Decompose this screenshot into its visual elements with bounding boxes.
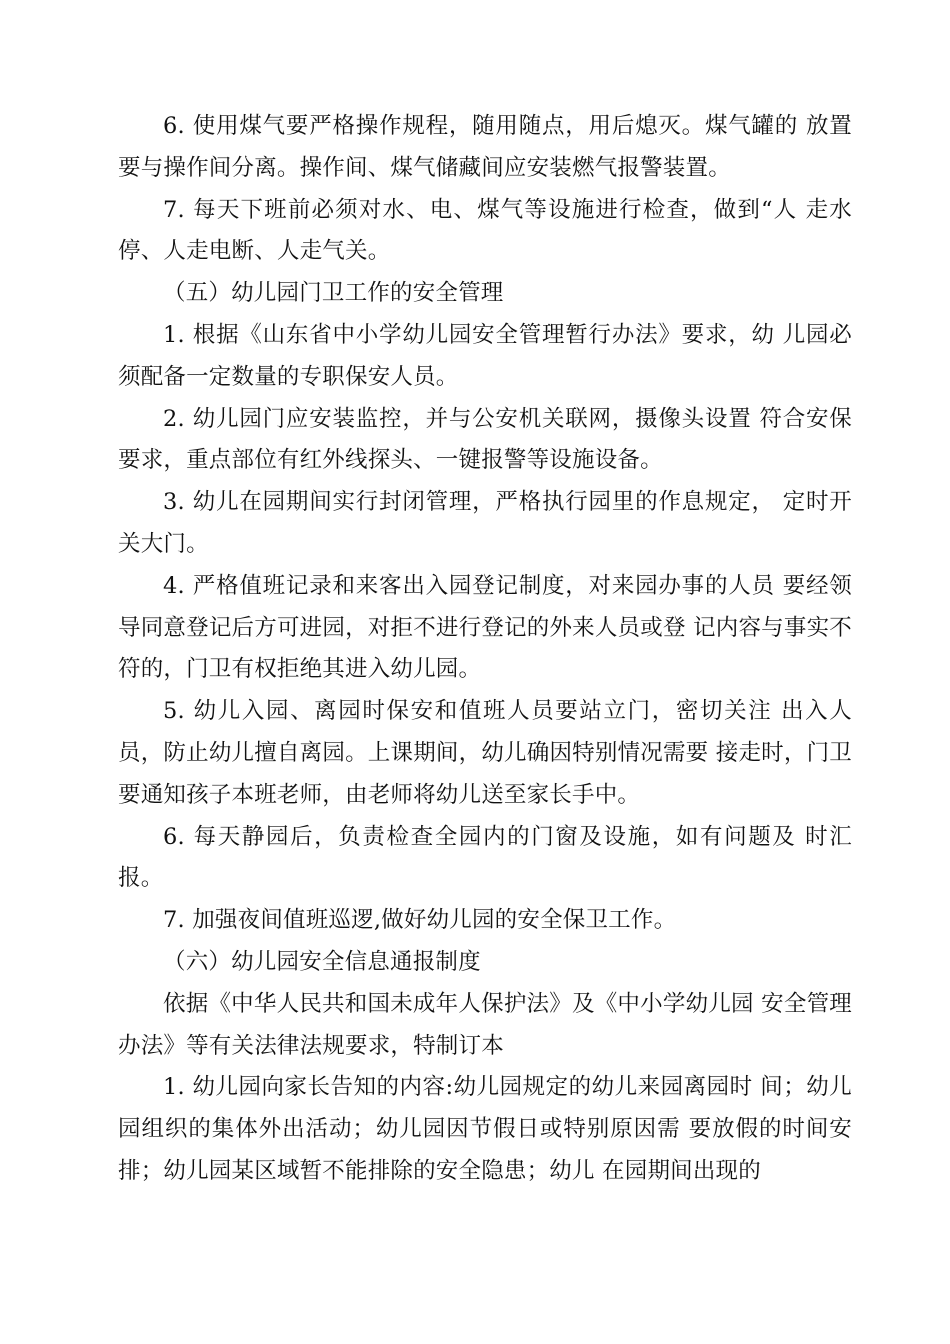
paragraph-night-patrol: 7. 加强夜间值班巡逻,做好幼儿园的安全保卫工作。 bbox=[163, 907, 677, 934]
paragraph-gas-usage: 6. 使用煤气要严格操作规程，随用随点，用后熄灭。煤气罐的 放置要与操作间分离。操作间、煤气储藏间应安装燃气报警装置。 bbox=[118, 113, 852, 181]
paragraph-security-staff: 1. 根据《山东省中小学幼儿园安全管理暂行办法》要求，幼 儿园必须配备一定数量的专职保安人员。 bbox=[118, 321, 852, 390]
paragraph-parent-notification: 1. 幼儿园向家长告知的内容:幼儿园规定的幼儿来园离园时 间；幼儿园组织的集体外出活动；幼儿园因节假日或特别原因需 要放假的时间安排；幼儿园某区域暂不能排除的安全隐患；幼儿 在园期间出现的 bbox=[118, 1074, 852, 1184]
paragraph-monitoring: 2. 幼儿园门应安装监控，并与公安机关联网，摄像头设置 符合安保要求，重点部位有红外线探头、一键报警等设施设备。 bbox=[118, 405, 852, 474]
paragraph-entry-exit: 5. 幼儿入园、离园时保安和值班人员要站立门，密切关注 出入人员，防止幼儿擅自离园。上课期间，幼儿确因特别情况需要 接走时，门卫要通知孩子本班老师，由老师将幼儿送至家长手中。 bbox=[118, 698, 852, 808]
section-heading-gatekeeper: （五）幼儿园门卫工作的安全管理 bbox=[163, 280, 504, 307]
paragraph-closed-management: 3. 幼儿在园期间实行封闭管理，严格执行园里的作息规定， 定时开关大门。 bbox=[118, 489, 852, 557]
section-heading-safety-info: （六）幼儿园安全信息通报制度 bbox=[163, 948, 481, 975]
paragraph-visitor-registration: 4. 严格值班记录和来客出入园登记制度，对来园办事的人员 要经领导同意登记后方可进园，对拒不进行登记的外来人员或登 记内容与事实不符的，门卫有权拒绝其进入幼儿园。 bbox=[118, 572, 852, 683]
document-page bbox=[118, 106, 852, 1193]
paragraph-legal-basis: 依据《中华人民共和国未成年人保护法》及《中小学幼儿园 安全管理办法》等有关法律法规要求，特制订本 bbox=[118, 990, 852, 1059]
paragraph-daily-check: 7. 每天下班前必须对水、电、煤气等设施进行检查，做到“人 走水停、人走电断、人走气关。 bbox=[118, 196, 852, 265]
paragraph-closing-inspection: 6. 每天静园后，负责检查全园内的门窗及设施，如有问题及 时汇报。 bbox=[118, 823, 852, 892]
